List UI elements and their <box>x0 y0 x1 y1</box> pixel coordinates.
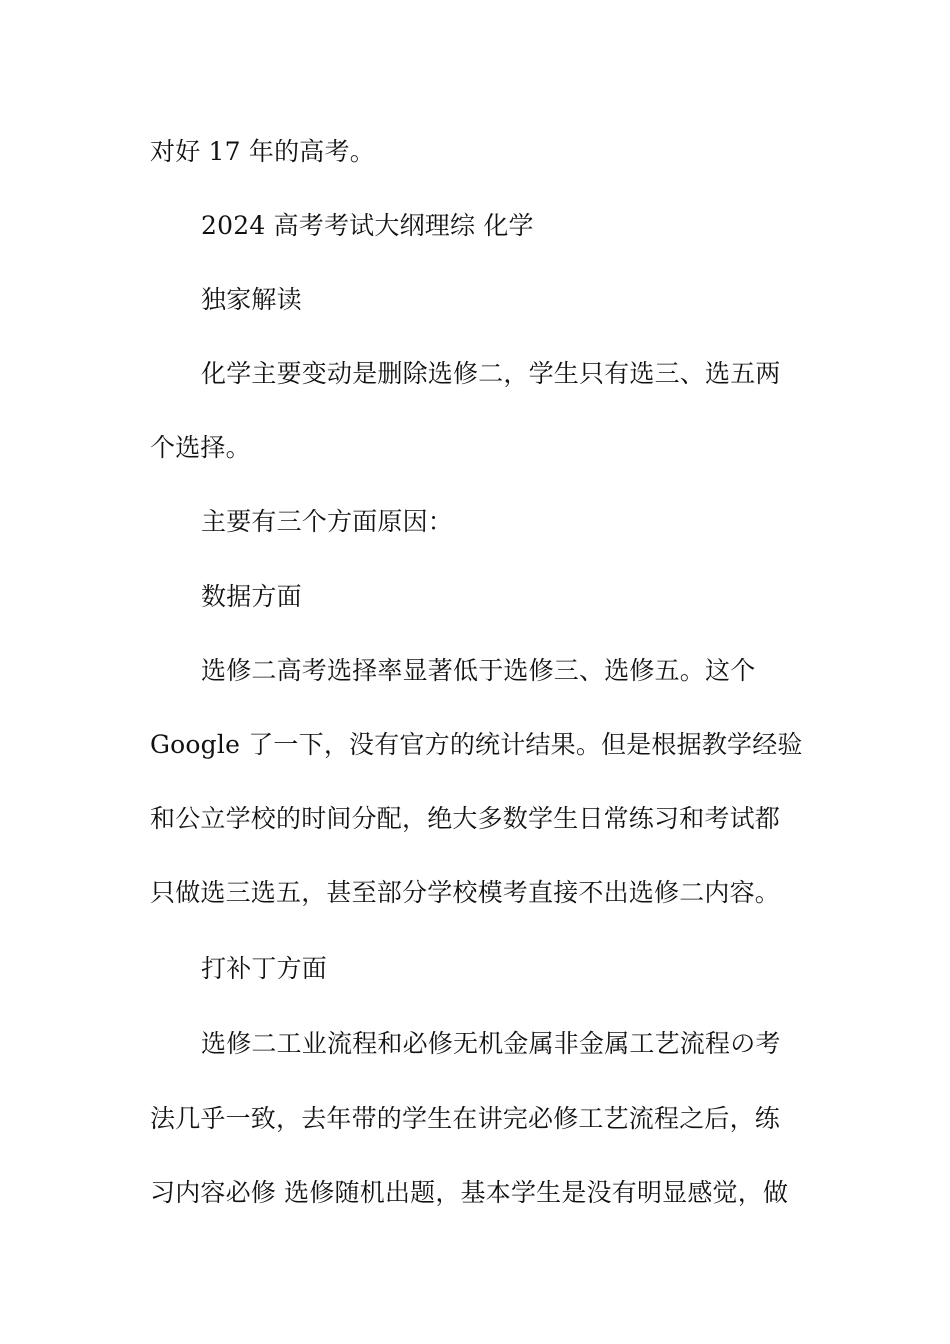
section-heading: 打补丁方面 <box>201 954 328 983</box>
paragraph-line: 法几乎一致，去年带的学生在讲完必修工艺流程之后，练 <box>150 1104 781 1133</box>
heading-line: 独家解读 <box>201 285 302 314</box>
paragraph-line: 选修二高考选择率显著低于选修三、选修五。这个 <box>201 656 756 685</box>
paragraph-line: 选修二工业流程和必修无机金属非金属工艺流程の考 <box>201 1029 781 1058</box>
paragraph-line: 主要有三个方面原因： <box>201 507 454 536</box>
heading-line: 2024 高考考试大纲理综 化学 <box>201 211 534 240</box>
paragraph-line: 习内容必修 选修随机出题，基本学生是没有明显感觉，做 <box>150 1178 789 1207</box>
paragraph-line: 只做选三选五，甚至部分学校模考直接不出选修二内容。 <box>150 878 781 907</box>
text-line: 对好 17 年的高考。 <box>150 137 375 166</box>
paragraph-line: 和公立学校的时间分配，绝大多数学生日常练习和考试都 <box>150 804 781 833</box>
paragraph-line: Google 了一下，没有官方的统计结果。但是根据教学经验 <box>150 730 803 759</box>
section-heading: 数据方面 <box>201 582 302 611</box>
paragraph-line: 化学主要变动是删除选修二，学生只有选三、选五两 <box>201 359 781 388</box>
paragraph-line: 个选择。 <box>150 433 251 462</box>
